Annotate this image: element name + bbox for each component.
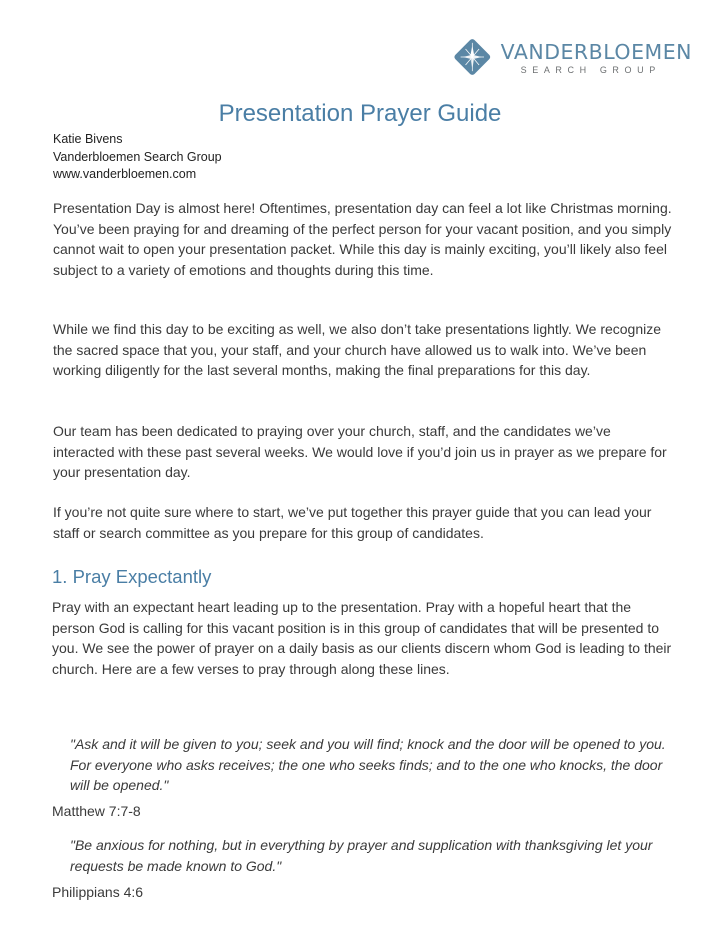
author-name: Katie Bivens (53, 132, 123, 146)
intro-paragraph-1: Presentation Day is almost here! Oftentimes, presentation day can feel a lot like Christmas morning. You’ve been praying for and dreaming of the perfect person for your vacant position, and you simply cannot wait to open your presentation packet. While this day is mainly exciting, you’ll likely also feel subject to a variety of emotions and thoughts during this time. (53, 200, 672, 278)
scripture-quote: "Be anxious for nothing, but in everything by prayer and supplication with thanksgiving let your requests be made known to God." (70, 837, 653, 874)
author-organization: Vanderbloemen Search Group (53, 149, 222, 164)
company-logo (452, 24, 692, 90)
logo-subtitle: SEARCH GROUP (520, 65, 661, 75)
scripture-reference: Matthew 7:7-8 (52, 803, 141, 819)
author-block (53, 131, 222, 184)
intro-paragraph-3: Our team has been dedicated to praying over your church, staff, and the candidates we’ve interacted with these past several weeks. We would love if you’d join us in prayer as we prepare for your presentation day. (53, 423, 667, 480)
scripture-reference: Philippians 4:6 (52, 884, 144, 900)
page-title: Presentation Prayer Guide (218, 100, 502, 127)
section-heading: 1. Pray Expectantly (52, 566, 212, 587)
intro-paragraph-2: While we find this day to be exciting as well, we also don’t take presentations lightly. We recognize the sacred space that you, your staff, and your church have allowed us to walk into. We’ve been working diligently for the last several months, making the final preparations for this day. (53, 321, 662, 378)
section-body: Pray with an expectant heart leading up to the presentation. Pray with a hopeful heart that the person God is calling for this vacant position is in this group of candidates that will be presented to you. We see the power of prayer on a daily basis as our clients discern whom God is leading to their church. Here are a few verses to pray through along these lines. (52, 599, 672, 677)
author-website: www.vanderbloemen.com (53, 167, 197, 181)
logo-name: VANDERBLOEMEN (500, 40, 692, 64)
scripture-quote: "Ask and it will be given to you; seek and you will find; knock and the door will be opened to you. For everyone who asks receives; the one who seeks finds; and to the one who knocks, the door will be opened." (70, 736, 666, 793)
compass-logo-icon (452, 24, 493, 90)
intro-paragraph-4: If you’re not quite sure where to start, we’ve put together this prayer guide that you can lead your staff or search committee as you prepare for this group of candidates. (53, 504, 652, 541)
